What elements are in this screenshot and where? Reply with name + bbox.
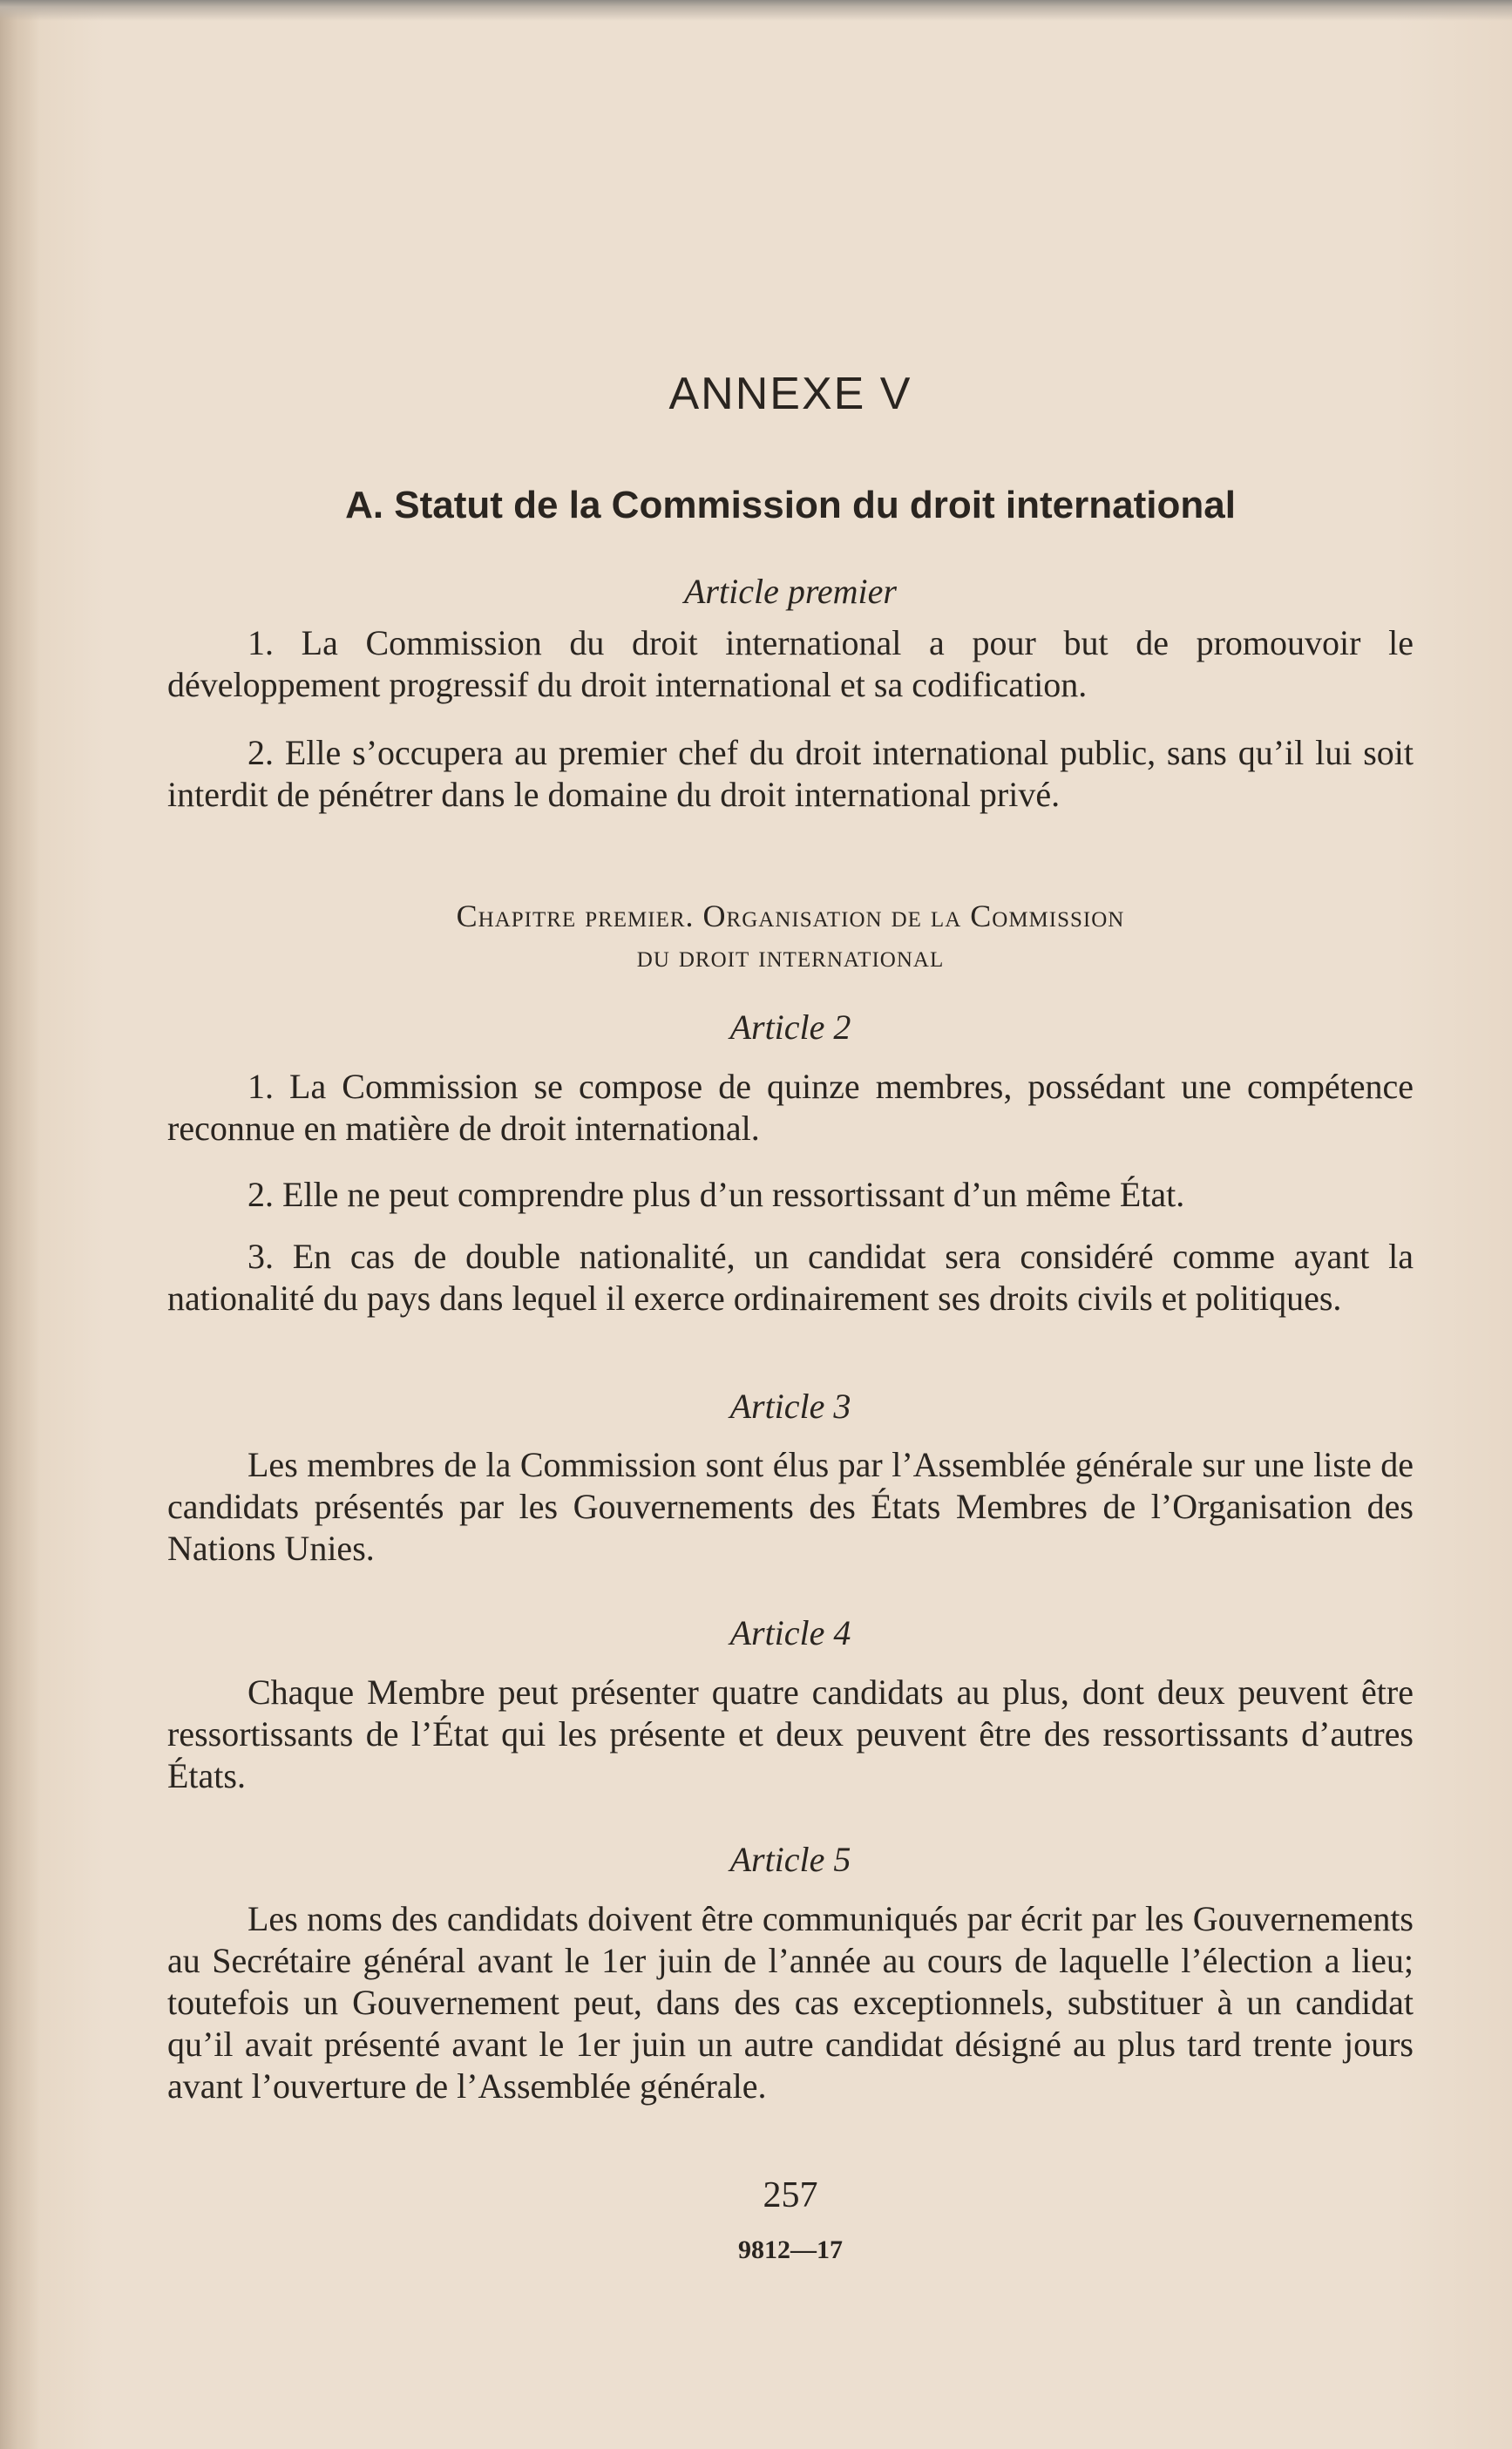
article-heading: Article premier — [683, 572, 897, 611]
article-paragraph: 1. La Commission se compose de quinze membres, possédant une compétence reconnue en matière de droit international. — [167, 1067, 1414, 1148]
article-heading: Article 5 — [729, 1840, 851, 1879]
article-paragraph: Les membres de la Commission sont élus par l’Assemblée générale sur une liste de candidats présentés par les Gouvernements des États Membres de l’Organisation des Nations Unies. — [167, 1445, 1414, 1568]
page-number: 257 — [763, 2175, 818, 2215]
page-top-shadow — [0, 0, 1512, 21]
article-paragraph: 2. Elle s’occupera au premier chef du droit international public, sans qu’il lui soit interdit de pénétrer dans le domaine du droit international privé. — [167, 733, 1414, 814]
print-code: 9812—17 — [738, 2235, 843, 2264]
annexe-title: ANNEXE V — [668, 369, 912, 419]
article-paragraph: Les noms des candidats doivent être communiqués par écrit par les Gouvernements au Secrétaire général avant le 1er juin de l’année au cours de laquelle l’élection a lieu; toutefois un Gouvernement peut, dans des cas exceptionnels, substituer à un candidat qu’il avait présenté avant le 1er juin un autre candidat désigné au plus tard trente jours avant l’ouverture de l’Assemblée générale. — [167, 1899, 1414, 2106]
article-paragraph: 1. La Commission du droit international a pour but de promouvoir le développement progressif du droit international et sa codification. — [167, 623, 1414, 704]
page-binding-edge — [0, 0, 40, 2449]
section-title: A. Statut de la Commission du droit international — [345, 484, 1236, 526]
article-heading: Article 4 — [729, 1613, 851, 1652]
chapter-heading-line1: Chapitre premier. Organisation de la Commission — [456, 899, 1125, 933]
article-paragraph: Chaque Membre peut présenter quatre candidats au plus, dont deux peuvent être ressortissants de l’État qui les présente et deux peuvent être des ressortissants d’autres États. — [167, 1672, 1414, 1795]
chapter-heading-line2: du droit international — [636, 939, 945, 973]
article-paragraph: 2. Elle ne peut comprendre plus d’un ressortissant d’un même État. — [247, 1175, 1185, 1214]
article-paragraph: 3. En cas de double nationalité, un candidat sera considéré comme ayant la nationalité du pays dans lequel il exerce ordinairement ses droits civils et politiques. — [167, 1237, 1414, 1318]
article-heading: Article 3 — [729, 1387, 851, 1426]
article-heading: Article 2 — [729, 1007, 851, 1047]
